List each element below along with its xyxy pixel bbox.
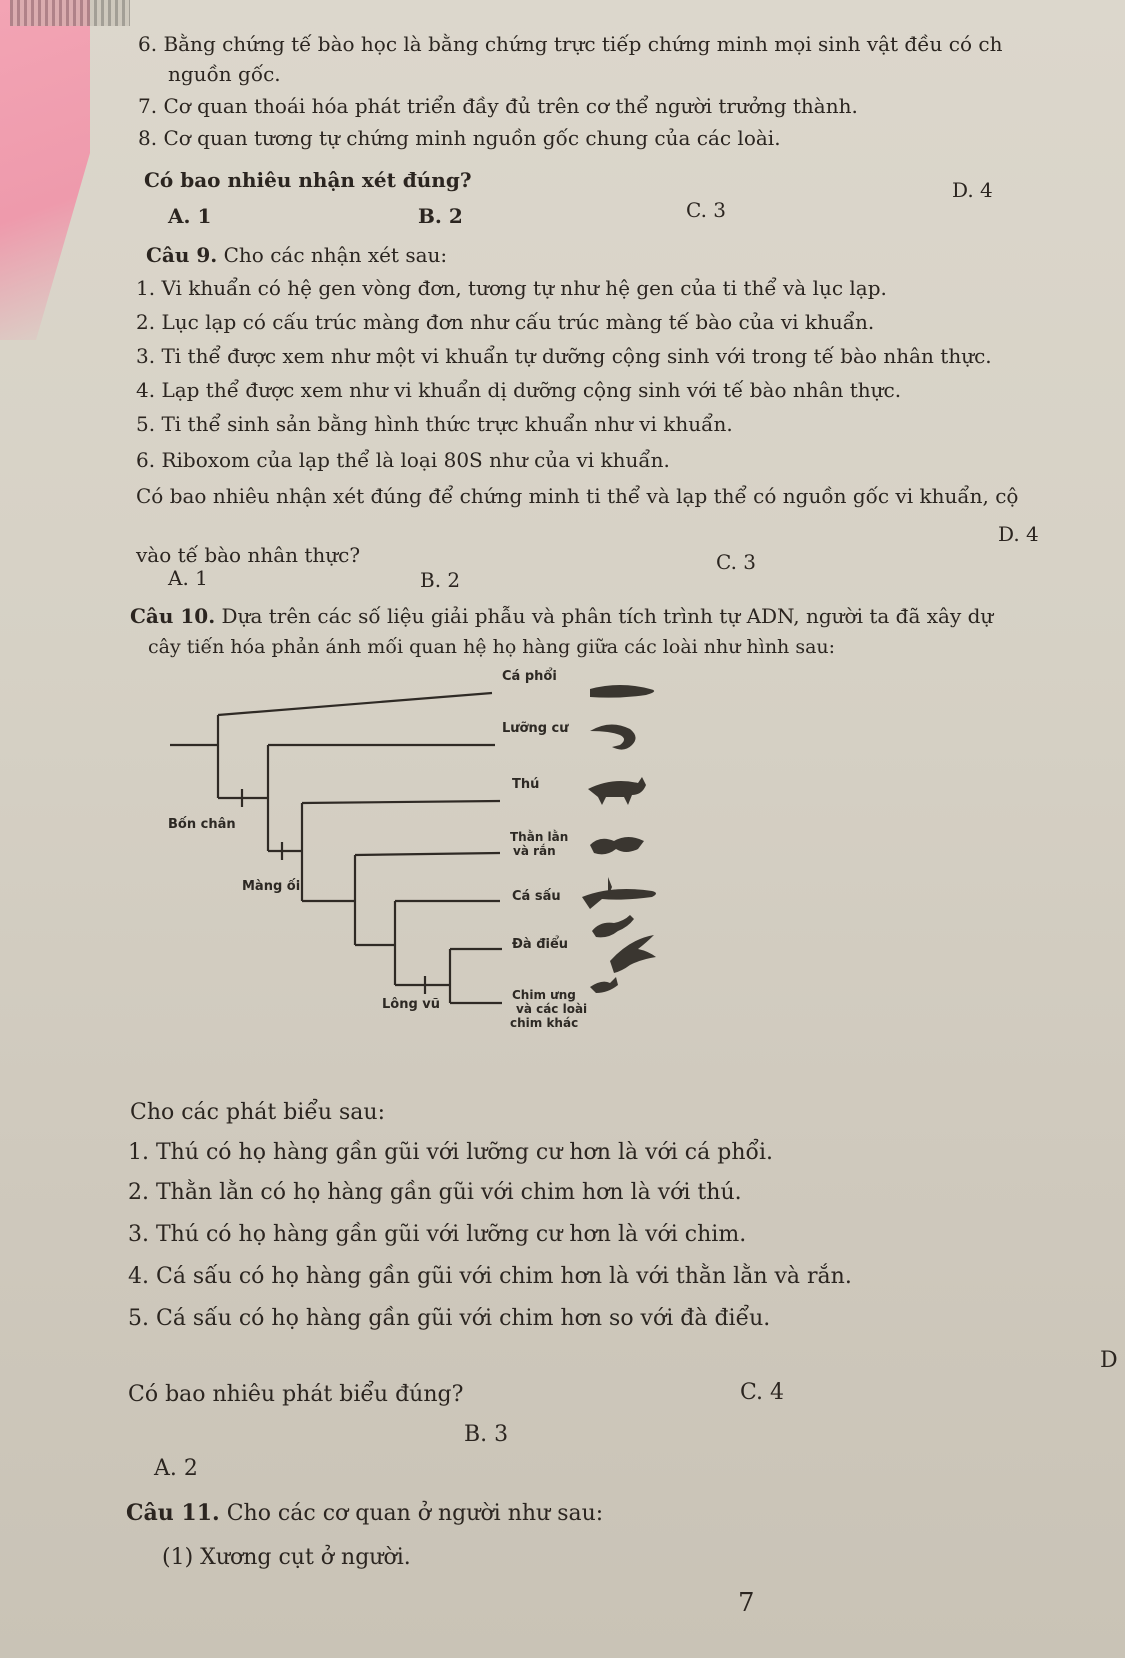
q9-title xyxy=(146,243,447,267)
q8-statement-7: 7. Cơ quan thoái hóa phát triển đầy đủ trên cơ thể người trưởng thành. xyxy=(138,94,858,118)
branch-lungfish xyxy=(218,693,492,715)
mammal-icon xyxy=(588,777,646,805)
q9-number: Câu 9. xyxy=(146,243,218,267)
q9-statement-1: 1. Vi khuẩn có hệ gen vòng đơn, tương tự như hệ gen của ti thể và lục lạp. xyxy=(136,276,887,300)
q8-option-c[interactable]: C. 3 xyxy=(686,198,727,222)
q11-title xyxy=(126,1500,603,1527)
q10-statement-1: 1. Thú có họ hàng gần gũi với lưỡng cư hơn là với cá phổi. xyxy=(128,1140,773,1165)
amphibian-icon xyxy=(590,724,636,749)
q10-statements-intro: Cho các phát biểu sau: xyxy=(130,1100,385,1125)
q9-option-a[interactable]: A. 1 xyxy=(168,566,208,590)
q8-option-d[interactable]: D. 4 xyxy=(952,178,993,202)
page-edge-shadow xyxy=(10,0,130,26)
lungfish-icon xyxy=(590,685,654,698)
taxon-crocodiles: Cá sấu xyxy=(512,889,561,904)
q8-statement-8: 8. Cơ quan tương tự chứng minh nguồn gốc chung của các loài. xyxy=(138,126,781,150)
branch-mammals xyxy=(302,801,500,803)
q9-statement-6: 6. Riboxom của lạp thể là loại 80S như của vi khuẩn. xyxy=(136,448,670,472)
q10-prompt xyxy=(128,1382,463,1408)
q9-option-c[interactable]: C. 3 xyxy=(716,550,757,574)
q10-option-a[interactable]: A. 2 xyxy=(154,1456,198,1481)
node-four-limbs: Bốn chân xyxy=(168,817,236,832)
lizard-icon xyxy=(590,837,644,854)
q9-prompt-line1: Có bao nhiêu nhận xét đúng để chứng minh ti thể và lạp thể có nguồn gốc vi khuẩn, cộ xyxy=(136,484,1019,508)
taxon-birds-line3: chim khác xyxy=(510,1016,579,1030)
q9-statement-2: 2. Lục lạp có cấu trúc màng đơn như cấu trúc màng tế bào của vi khuẩn. xyxy=(136,310,875,334)
q8-option-a[interactable]: A. 1 xyxy=(168,204,212,228)
animal-silhouettes xyxy=(582,685,656,993)
taxon-birds-line1: Chim ưng xyxy=(512,988,576,1002)
q10-number: Câu 10. xyxy=(130,604,216,628)
taxon-lungfish: Cá phổi xyxy=(502,669,557,684)
pink-page-corner xyxy=(0,0,90,340)
q11-item-1: (1) Xương cụt ở người. xyxy=(162,1545,411,1570)
crocodile-icon xyxy=(582,889,656,909)
q8-option-b[interactable]: B. 2 xyxy=(418,204,463,228)
q8-statement-6a: 6. Bằng chứng tế bào học là bằng chứng trực tiếp chứng minh mọi sinh vật đều có ch xyxy=(138,32,1003,56)
q10-title-text: Dựa trên các số liệu giải phẫu và phân tích trình tự ADN, người ta đã xây dự xyxy=(215,604,994,628)
taxon-lizards-line1: Thằn lằn xyxy=(510,830,569,844)
taxon-amphibians: Lưỡng cư xyxy=(502,721,569,736)
q9-prompt-line2: vào tế bào nhân thực? xyxy=(136,543,361,567)
q10-intro-line2: cây tiến hóa phản ánh mối quan hệ họ hàng giữa các loài như hình sau: xyxy=(148,636,836,658)
q9-option-b[interactable]: B. 2 xyxy=(420,568,461,592)
page-number: 7 xyxy=(738,1588,755,1618)
q10-statement-4: 4. Cá sấu có họ hàng gần gũi với chim hơn là với thằn lằn và rắn. xyxy=(128,1264,852,1289)
taxon-ostrich: Đà điểu xyxy=(512,937,569,952)
q9-title-text: Cho các nhận xét sau: xyxy=(217,243,448,267)
q9-statement-4: 4. Lạp thể được xem như vi khuẩn dị dưỡng cộng sinh với tế bào nhân thực. xyxy=(136,378,902,402)
q8-prompt: Có bao nhiêu nhận xét đúng? xyxy=(144,168,472,192)
q10-option-c[interactable]: C. 4 xyxy=(740,1380,785,1405)
q9-statement-3: 3. Ti thể được xem như một vi khuẩn tự dưỡng cộng sinh với trong tế bào nhân thực. xyxy=(136,344,992,368)
phylogenetic-tree xyxy=(150,665,710,1065)
taxon-mammals: Thú xyxy=(512,777,540,792)
q8-statement-6b: nguồn gốc. xyxy=(168,62,281,86)
q10-prompt-text: Có bao nhiêu phát biểu đúng? xyxy=(128,1382,464,1407)
q10-statement-2: 2. Thằn lằn có họ hàng gần gũi với chim hơn là với thú. xyxy=(128,1180,742,1205)
q10-statement-3: 3. Thú có họ hàng gần gũi với lưỡng cư hơn là với chim. xyxy=(128,1222,747,1247)
q10-option-b[interactable]: B. 3 xyxy=(464,1422,509,1447)
q10-title xyxy=(130,604,993,628)
q11-title-text: Cho các cơ quan ở người như sau: xyxy=(219,1501,604,1526)
taxon-birds-line2: và các loài xyxy=(516,1002,588,1016)
q9-option-d[interactable]: D. 4 xyxy=(998,522,1039,546)
eagle-icon xyxy=(610,935,656,973)
branch-lizards xyxy=(355,853,500,855)
node-feathers: Lông vũ xyxy=(382,997,441,1012)
ostrich-icon xyxy=(592,915,634,937)
taxon-lizards-line2: và rắn xyxy=(513,844,556,858)
q9-statement-5: 5. Ti thể sinh sản bằng hình thức trực khuẩn như vi khuẩn. xyxy=(136,412,733,436)
q11-number: Câu 11. xyxy=(126,1500,220,1526)
node-amnion: Màng ối xyxy=(242,879,301,894)
bird-icon xyxy=(590,977,618,993)
q10-option-d[interactable]: D xyxy=(1100,1348,1118,1373)
q10-statement-5: 5. Cá sấu có họ hàng gần gũi với chim hơn so với đà điểu. xyxy=(128,1306,771,1331)
